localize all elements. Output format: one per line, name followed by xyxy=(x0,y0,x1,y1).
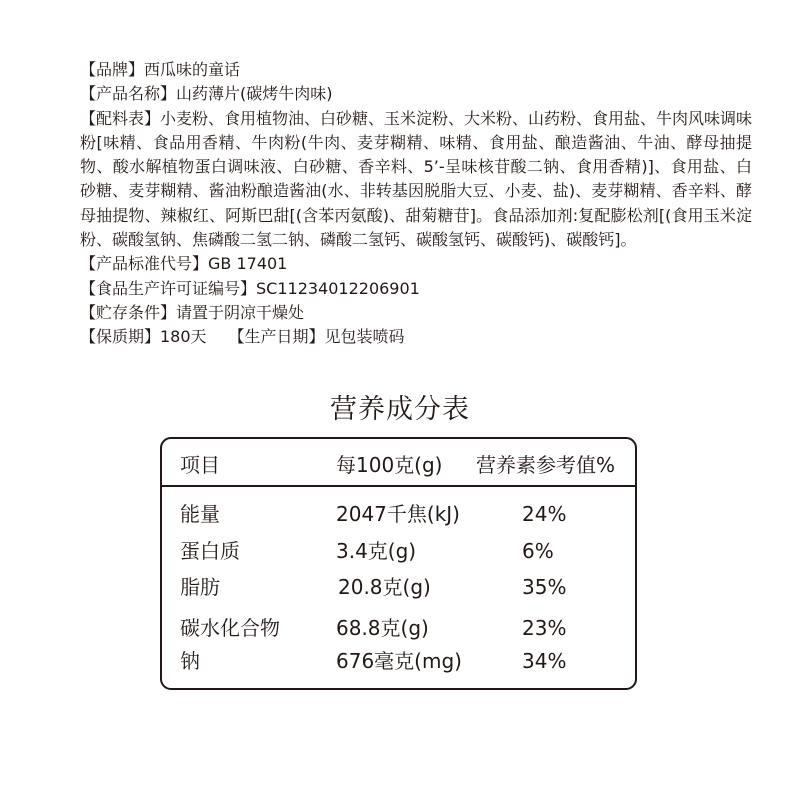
row-protein-nrv: 6% xyxy=(522,539,554,563)
product-name-line: 【产品名称】山药薄片(碳烤牛肉味) xyxy=(80,84,333,104)
product-info xyxy=(80,58,752,350)
ingredients-text: 【配料表】小麦粉、食用植物油、白砂糖、玉米淀粉、大米粉、山药粉、食用盐、牛肉风味调味粉[味精、食品用香精、牛肉粉(牛肉、麦芽糊精、味精、食用盐、酿造酱油、牛油、酵母抽提物、酸水解植物蛋白调味液、白砂糖、香辛料、5’-呈味核苷酸二钠、食用香精)]、食用盐、白砂糖、麦芽糊精、酱油粉酿造酱油(水、非转基因脱脂大豆、小麦、盐)、麦芽糊精、香辛料、酵母抽提物、辣椒红、阿斯巴甜[(含苯丙氨酸)、甜菊糖苷]。食品添加剂:复配膨松剂[(食用玉米淀粉、碳酸氢钠、焦磷酸二氢二钠、磷酸二氢钙、碳酸氢钙、碳酸钙)、碳酸钙]。 xyxy=(80,108,753,250)
header-item: 项目 xyxy=(180,453,220,477)
row-fat-amount: 20.8克(g) xyxy=(338,575,431,599)
nutrition-table xyxy=(160,437,637,690)
row-protein-amount: 3.4克(g) xyxy=(336,539,417,563)
brand-line: 【品牌】西瓜味的童话 xyxy=(80,60,241,79)
header-divider xyxy=(162,485,635,487)
row-energy-amount: 2047千焦(kJ) xyxy=(336,502,460,526)
header-nrv: 营养素参考值% xyxy=(476,453,616,477)
header-per-100g: 每100克(g) xyxy=(336,453,443,477)
row-sodium-item: 钠 xyxy=(180,649,200,673)
shelf-date-line xyxy=(80,325,752,349)
row-carb-item: 碳水化合物 xyxy=(180,616,280,640)
row-carb-nrv: 23% xyxy=(522,616,567,640)
standard-code-line: 【产品标准代号】GB 17401 xyxy=(80,254,288,274)
license-line: 【食品生产许可证编号】SC11234012206901 xyxy=(80,278,420,298)
row-sodium-amount: 676毫克(mg) xyxy=(336,649,462,673)
storage-line: 【贮存条件】请置于阴凉干燥处 xyxy=(80,302,305,322)
row-fat-nrv: 35% xyxy=(522,575,567,599)
row-sodium-nrv: 34% xyxy=(522,649,567,673)
row-energy-item: 能量 xyxy=(180,502,220,526)
row-energy-nrv: 24% xyxy=(522,502,567,526)
row-protein-item: 蛋白质 xyxy=(180,539,240,563)
row-carb-amount: 68.8克(g) xyxy=(336,616,429,640)
row-fat-item: 脂肪 xyxy=(180,575,220,599)
nutrition-title: 营养成分表 xyxy=(330,394,470,425)
production-date-text: 【生产日期】见包装喷码 xyxy=(228,327,405,347)
shelf-life-text: 【保质期】180天 xyxy=(80,327,207,347)
